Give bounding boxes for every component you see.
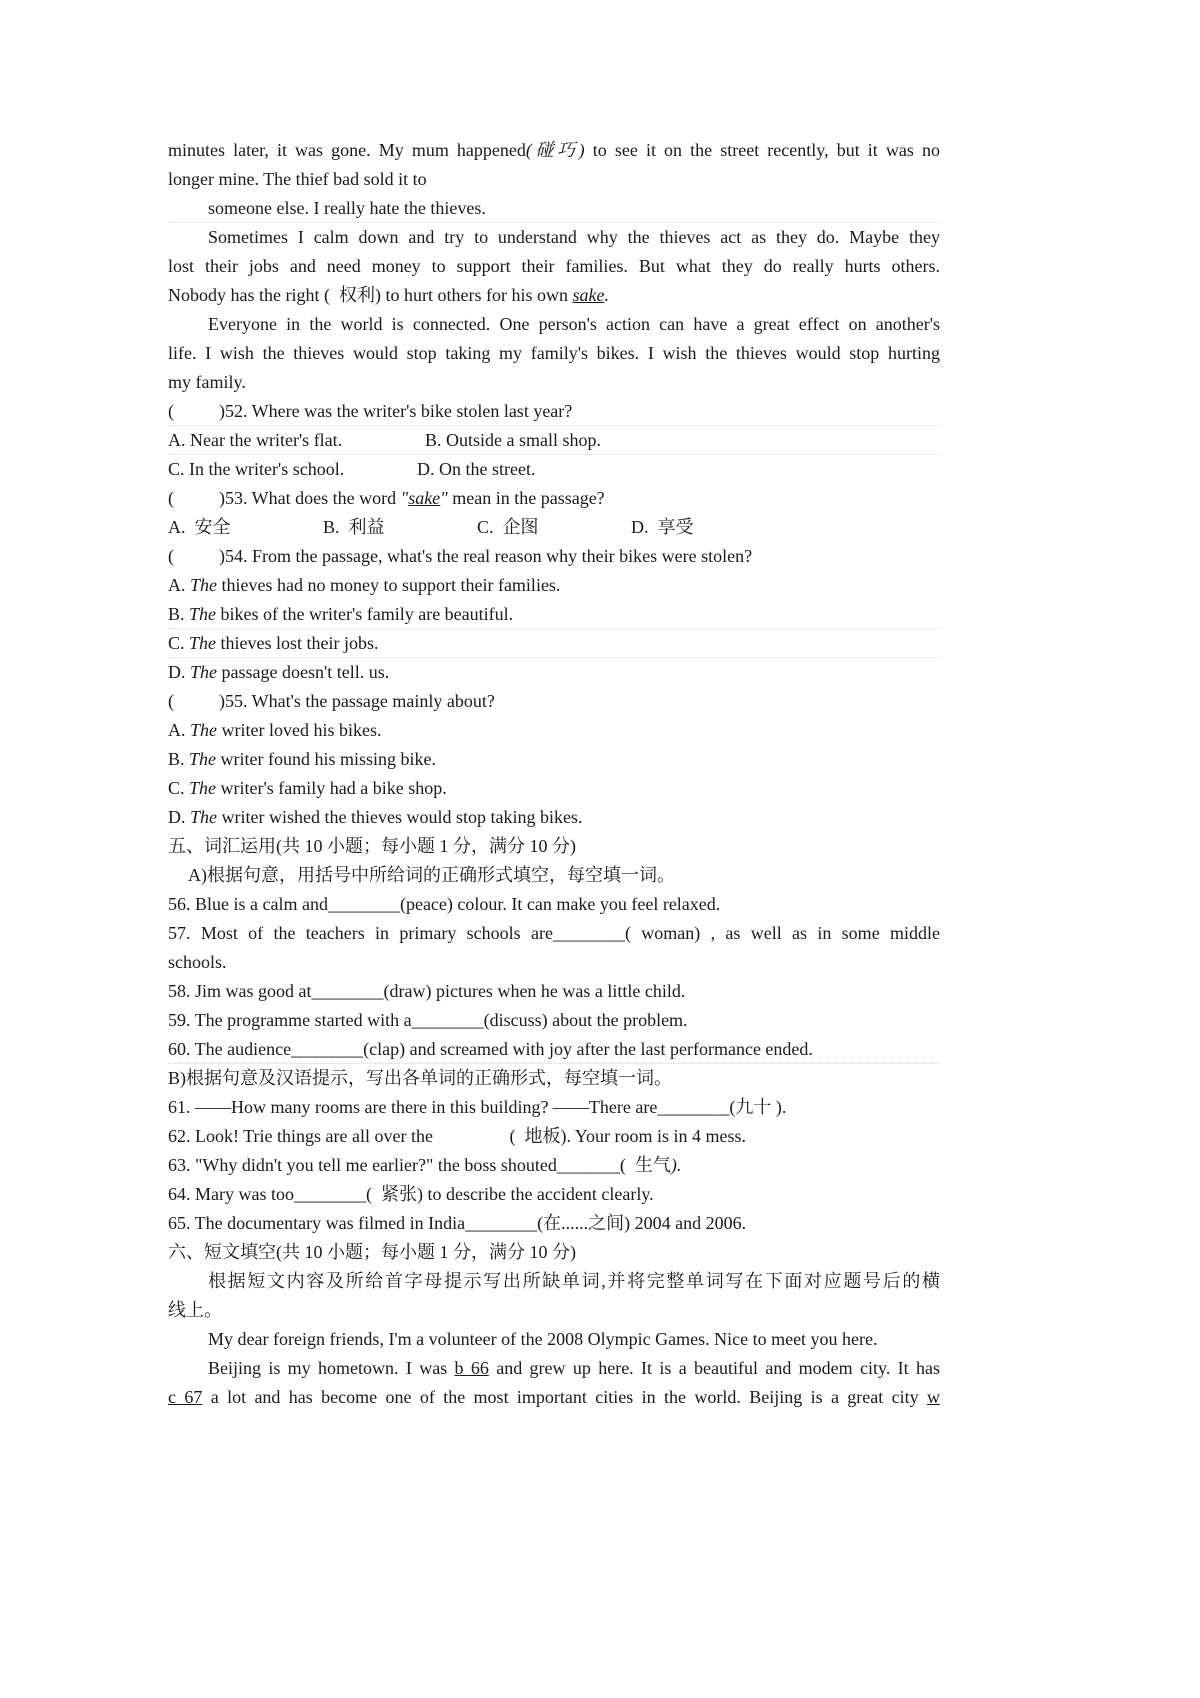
text-segment: " — [440, 488, 448, 508]
text-line — [168, 484, 940, 513]
text-segment: 64. Mary was too________( 紧张) to describe the accident clearly. — [168, 1184, 654, 1204]
text-segment: Beijing is my hometown. I was — [208, 1358, 455, 1378]
text-segment: 65. The documentary was filmed in India________(在......之间) 2004 and 2006. — [168, 1213, 747, 1233]
text-segment: bikes of the writer's family are beautiful. — [216, 604, 514, 624]
text-line — [168, 745, 940, 774]
answer-option: D. On the street. — [417, 459, 536, 479]
text-segment: 线上。 — [168, 1300, 222, 1320]
text-segment: to see it on the street recently, but it was no — [584, 140, 940, 160]
text-line — [168, 165, 940, 194]
answer-option: D. 享受 — [631, 517, 694, 537]
text-segment: " — [400, 488, 409, 508]
text-segment: The — [189, 604, 217, 624]
text-line — [168, 339, 940, 368]
text-segment: writer's family had a bike shop. — [216, 778, 447, 798]
text-segment: writer loved his bikes. — [217, 720, 382, 740]
text-line — [168, 1122, 940, 1151]
text-segment: ( )54. From the passage, what's the real reason why their bikes were stolen? — [168, 546, 753, 566]
text-segment: someone else. I really hate the thieves. — [208, 198, 486, 218]
answer-options-line — [168, 426, 940, 455]
text-segment: B)根据句意及汉语提示，写出各单词的正确形式，每空填一词。 — [168, 1068, 672, 1088]
text-segment: The — [189, 778, 217, 798]
answer-option: B. 利益 — [323, 517, 385, 537]
text-segment: The — [189, 633, 217, 653]
text-line — [168, 1006, 940, 1035]
text-segment: The — [190, 720, 217, 740]
text-line — [168, 1093, 940, 1122]
text-segment: The — [190, 807, 217, 827]
text-line — [168, 890, 940, 919]
text-line — [168, 1383, 940, 1412]
text-segment: ( )53. What does the word — [168, 488, 401, 508]
text-segment: schools. — [168, 952, 227, 972]
text-segment: A. — [168, 720, 190, 740]
text-segment: A)根据句意，用括号中所给词的正确形式填空，每空填一词。 — [188, 865, 675, 885]
text-line — [168, 977, 940, 1006]
text-segment: ). — [670, 1155, 682, 1175]
text-segment: my family. — [168, 372, 246, 392]
text-segment: 58. Jim was good at________(draw) pictures when he was a little child. — [168, 981, 686, 1001]
text-line — [168, 194, 940, 223]
text-line — [168, 1238, 940, 1267]
answer-option: C. In the writer's school. — [168, 459, 345, 479]
text-line — [168, 223, 940, 252]
text-line — [168, 919, 940, 948]
text-segment: 62. Look! Trie things are all over the ( 地板). Your room is in 4 mess. — [168, 1126, 746, 1146]
text-segment: passage doesn't tell. us. — [217, 662, 390, 682]
text-line — [168, 397, 940, 426]
text-line — [168, 310, 940, 339]
text-segment: and grew up here. It is a beautiful and modem city. It has — [488, 1358, 941, 1378]
text-line — [168, 803, 940, 832]
underlined-text: sake — [572, 285, 605, 305]
text-line — [168, 1064, 940, 1093]
text-segment: B. — [168, 749, 190, 769]
text-segment: The — [190, 575, 217, 595]
answer-option: C. 企图 — [477, 517, 539, 537]
text-segment: 57. Most of the teachers in primary schools are________( woman) , as well as in some middle — [168, 923, 940, 943]
text-segment: My dear foreign friends, I'm a volunteer of the 2008 Olympic Games. Nice to meet you here. — [208, 1329, 878, 1349]
text-line — [168, 600, 940, 629]
text-line — [168, 774, 940, 803]
text-segment: thieves had no money to support their families. — [217, 575, 561, 595]
text-line — [168, 252, 940, 281]
text-segment: Everyone in the world is connected. One person's action can have a great effect on another's — [208, 314, 940, 334]
text-segment: The — [190, 662, 217, 682]
text-segment: 63. "Why didn't you tell me earlier?" the boss shouted_______( 生气 — [168, 1155, 671, 1175]
text-line — [168, 658, 940, 687]
text-line — [168, 281, 940, 310]
underlined-text: sake — [408, 488, 441, 508]
text-segment: Nobody has the right ( 权利) to hurt others for his own — [168, 285, 573, 305]
text-segment: 59. The programme started with a________(discuss) about the problem. — [168, 1010, 688, 1030]
answer-option: A. 安全 — [168, 517, 231, 537]
underlined-text: b 66 — [454, 1358, 489, 1378]
text-segment: 60. The audience________(clap) and screamed with joy after the last performance ended. — [168, 1039, 813, 1059]
text-segment: 五、词汇运用(共 10 小题；每小题 1 分，满分 10 分) — [168, 836, 576, 856]
text-line — [168, 716, 940, 745]
text-segment: D. — [168, 662, 190, 682]
text-line — [168, 1296, 940, 1325]
text-line — [168, 1267, 940, 1296]
text-line — [168, 542, 940, 571]
text-segment: B. — [168, 604, 190, 624]
text-line — [168, 1180, 940, 1209]
underlined-text: w — [927, 1387, 940, 1407]
exam-page-content — [168, 136, 940, 1412]
text-segment: C. — [168, 778, 190, 798]
text-segment: writer wished the thieves would stop taking bikes. — [217, 807, 583, 827]
text-segment: 根据短文内容及所给首字母提示写出所缺单词,并将完整单词写在下面对应题号后的横 — [208, 1271, 940, 1291]
text-segment: A. — [168, 575, 190, 595]
text-line — [168, 948, 940, 977]
answer-options-line — [168, 455, 940, 484]
text-line — [168, 1151, 940, 1180]
answer-option: B. Outside a small shop. — [425, 430, 601, 450]
text-segment: mean in the passage? — [447, 488, 605, 508]
text-line — [168, 1325, 940, 1354]
text-line — [168, 861, 940, 890]
answer-options-line — [168, 513, 940, 542]
text-segment: ( )55. What's the passage mainly about? — [168, 691, 495, 711]
text-segment: C. — [168, 633, 190, 653]
text-segment: The — [189, 749, 217, 769]
text-segment: . — [604, 285, 609, 305]
text-line — [168, 1035, 940, 1064]
text-line — [168, 571, 940, 600]
underlined-text: c 67 — [168, 1387, 203, 1407]
text-segment: 56. Blue is a calm and________(peace) colour. It can make you feel relaxed. — [168, 894, 721, 914]
text-segment: life. I wish the thieves would stop taking my family's bikes. I wish the thieves would stop hurting — [168, 343, 940, 363]
text-segment: writer found his missing bike. — [216, 749, 436, 769]
text-segment: 61. ——How many rooms are there in this building? ——There are________(九十 ). — [168, 1097, 787, 1117]
text-line — [168, 629, 940, 658]
text-segment: longer mine. The thief bad sold it to — [168, 169, 427, 189]
text-line — [168, 136, 940, 165]
text-segment: ( )52. Where was the writer's bike stolen last year? — [168, 401, 573, 421]
text-line — [168, 832, 940, 861]
answer-option: A. Near the writer's flat. — [168, 430, 343, 450]
text-line — [168, 1354, 940, 1383]
text-segment: minutes later, it was gone. My mum happened — [168, 140, 526, 160]
text-line — [168, 368, 940, 397]
text-line — [168, 687, 940, 716]
text-segment: D. — [168, 807, 190, 827]
text-segment: Sometimes I calm down and try to understand why the thieves act as they do. Maybe they — [208, 227, 940, 247]
text-line — [168, 1209, 940, 1238]
text-segment: a lot and has become one of the most important cities in the world. Beijing is a great city — [202, 1387, 927, 1407]
text-segment: 六、短文填空(共 10 小题；每小题 1 分，满分 10 分) — [168, 1242, 576, 1262]
text-segment: lost their jobs and need money to support their families. But what they do really hurts others. — [168, 256, 940, 276]
text-segment: thieves lost their jobs. — [216, 633, 379, 653]
text-segment: (碰巧) — [525, 140, 585, 160]
